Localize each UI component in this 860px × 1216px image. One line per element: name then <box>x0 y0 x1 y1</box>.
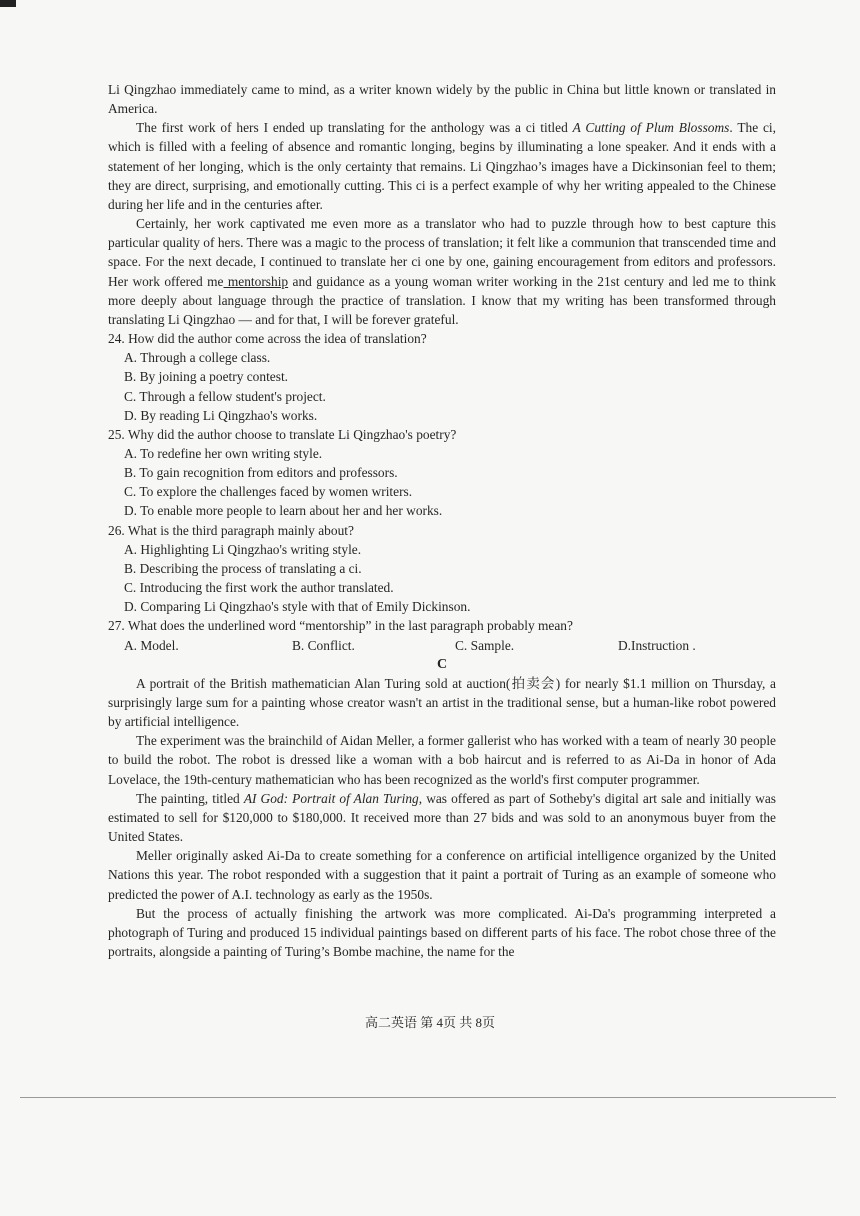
question-25: 25. Why did the author choose to translate Li Qingzhao's poetry? <box>108 426 457 442</box>
question-24-option-b: B. By joining a poetry contest. <box>124 369 289 385</box>
painting-title: AI God: Portrait of Alan Turing <box>243 790 419 806</box>
passage-b-paragraph-3-text-a: Certainly, her work captivated me even more as a translator who had to puzzle through how to best capture this particular quality of hers. There was a magic to the process of translation; it felt like a communion that transcended time and space. For the next decade, I continued to translate her ci one by one, gaining encouragement from editors and professors. Her work offered me <box>108 216 776 289</box>
passage-b-paragraph-2 <box>108 118 776 214</box>
section-c-paragraph-2: The experiment was the brainchild of Aidan Meller, a former gallerist who has worked with a team of nearly 30 people to build the robot. The robot is dressed like a woman with a bob haircut and is referred to as Ai-Da in honor of Ada Lovelace, the 19th-century mathematician who has been recognized as the world's first computer programmer. <box>108 733 776 787</box>
section-c-paragraph-3-text-b: , was offered as part of Sotheby's digital art sale and initially was estimated to sell for $120,000 to $180,000. It received more than 27 bids and was sold to an anonymous buyer from the United States. <box>108 790 776 845</box>
section-c-heading: C <box>436 656 448 672</box>
section-c-paragraph-1: A portrait of the British mathematician Alan Turing sold at auction(拍卖会) for nearly $1.1 million on Thursday, a surprisingly large sum for a painting whose creator wasn't an artist in the traditional sense, but a human-like robot powered by artificial intelligence. <box>108 675 776 730</box>
passage-b-paragraph-2-text-b: . The ci, which is filled with a feeling of absence and romantic longing, begins by illuminating a lone speaker. And it ends with a statement of her longing, which is the only certainty that remains. Li Qingzhao’s images have a Dickinsonian feel to them; they are direct, surprising, and emotionally cutting. This ci is a perfect example of why her writing appealed to the Chinese during her life and in the centuries after. <box>108 120 776 212</box>
question-26-option-a: A. Highlighting Li Qingzhao's writing style. <box>124 541 362 557</box>
question-27-option-a: A. Model. <box>124 637 179 653</box>
question-25-option-a: A. To redefine her own writing style. <box>124 445 323 461</box>
section-c-paragraph-4: Meller originally asked Ai-Da to create something for a conference on artificial intelligence organized by the United Nations this year. The robot responded with a suggestion that it paint a portrait of Turing as an example of someone who predicted the power of A.I. technology as early as the 1950s. <box>108 848 776 902</box>
question-27-option-d: D.Instruction . <box>618 637 696 653</box>
question-24-option-d: D. By reading Li Qingzhao's works. <box>124 407 318 423</box>
question-25-option-d: D. To enable more people to learn about her and her works. <box>124 503 443 519</box>
section-c-paragraph-3 <box>108 789 776 846</box>
question-26-option-c: C. Introducing the first work the author translated. <box>124 580 394 596</box>
passage-b-paragraph-3 <box>108 214 776 329</box>
ci-title: A Cutting of Plum Blossoms <box>572 120 730 136</box>
passage-b-paragraph-2-text-a: The first work of hers I ended up translating for the anthology was a ci titled <box>136 120 573 136</box>
section-c-paragraph-3-text-a: The painting, titled <box>136 790 244 806</box>
section-c-paragraph-5: But the process of actually finishing the artwork was more complicated. Ai-Da's programming interpreted a photograph of Turing and produced 15 individual paintings based on different parts of his face. The robot chose three of the portraits, alongside a painting of Turing’s Bombe machine, the name for the <box>108 905 776 960</box>
passage-b-paragraph-1: Li Qingzhao immediately came to mind, as a writer known widely by the public in China but little known or translated in America. <box>108 82 776 117</box>
scan-corner-mark <box>0 0 16 7</box>
question-27: 27. What does the underlined word “mentorship” in the last paragraph probably mean? <box>108 618 573 634</box>
question-26: 26. What is the third paragraph mainly about? <box>108 522 354 538</box>
question-24: 24. How did the author come across the idea of translation? <box>108 331 427 347</box>
page-footer: 高二英语 第 4页 共 8页 <box>364 1015 495 1030</box>
question-27-options <box>108 636 776 655</box>
question-25-option-c: C. To explore the challenges faced by women writers. <box>124 484 413 500</box>
question-27-option-c: C. Sample. <box>455 637 515 653</box>
question-24-option-c: C. Through a fellow student's project. <box>124 388 326 404</box>
bottom-rule <box>20 1097 836 1098</box>
underlined-word-mentorship: mentorship <box>223 273 289 289</box>
question-25-option-b: B. To gain recognition from editors and professors. <box>124 465 398 481</box>
passage-b-paragraph-3-text-b: and guidance as a young woman writer working in the 21st century and led me to think more deeply about language through the practice of translation. I know that my writing has been transformed through translating Li Qingzhao — and for that, I will be forever grateful. <box>108 273 776 327</box>
question-26-option-d: D. Comparing Li Qingzhao's style with that of Emily Dickinson. <box>124 599 471 615</box>
question-26-option-b: B. Describing the process of translating a ci. <box>124 560 362 576</box>
question-24-option-a: A. Through a college class. <box>124 350 271 366</box>
question-27-option-b: B. Conflict. <box>292 637 355 653</box>
exam-page <box>108 80 776 961</box>
